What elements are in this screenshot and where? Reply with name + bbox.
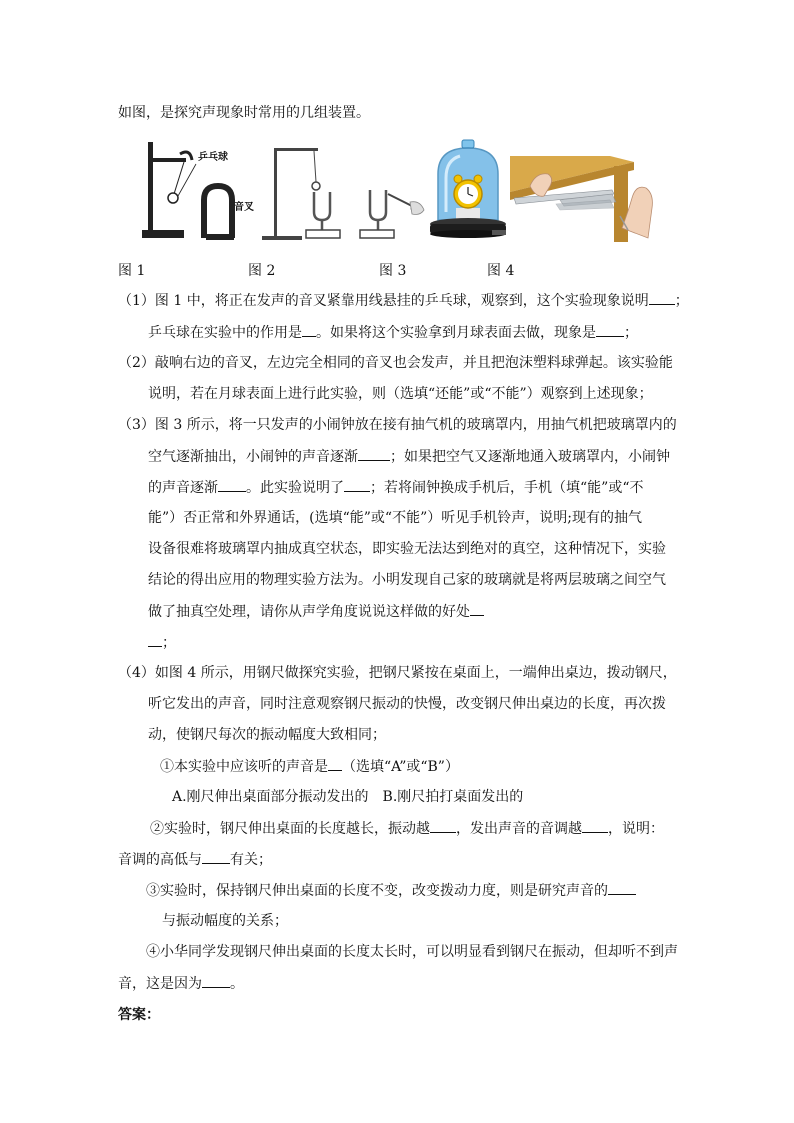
pingpong-label: 乒乓球 (198, 152, 228, 163)
q4-line2: 听它发出的声音，同时注意观察钢尺振动的快慢，改变钢尺伸出桌边的长度，再次拨 (148, 696, 666, 712)
answer-blank[interactable] (202, 973, 230, 988)
answer-blank[interactable] (596, 322, 624, 337)
answer-blank[interactable] (328, 756, 342, 771)
figure-3-bell-jar-alarm-clock (428, 138, 508, 240)
answer-blank[interactable] (430, 818, 456, 833)
q2-line1: （2）敲响右边的音叉，左边完全相同的音叉也会发声，并且把泡沫塑料球弹起。该实验能 (118, 355, 673, 371)
q3-line1: （3）图 3 所示，将一只发声的小闹钟放在接有抽气机的玻璃罩内，用抽气机把玻璃罩内的 (118, 417, 677, 433)
answer-blank[interactable] (344, 477, 370, 492)
answer-label: 答案： (118, 1007, 160, 1023)
intro-text: 如图，是探究声现象时常用的几组装置。 (118, 105, 370, 121)
q4-sub4-cont: 音，这是因为 。 (118, 973, 244, 994)
figure-1-caption: 图 1 (118, 263, 146, 279)
figure-4-steel-ruler-table (510, 156, 656, 242)
q3-line6: 结论的得出应用的物理实验方法为。小明发现自己家的玻璃就是将两层玻璃之间空气 (148, 572, 666, 588)
answer-blank[interactable] (218, 477, 246, 492)
q4-sub1: ①本实验中应该听的声音是 （选填“A”或“B”） (160, 756, 459, 777)
q4-sub3: ③实验时，保持钢尺伸出桌面的长度不变，改变拨动力度，则是研究声音的 (146, 880, 636, 901)
q3-line8: ； (148, 632, 176, 653)
q3-line2: 空气逐渐抽出，小闹钟的声音逐渐 ；如果把空气又逐渐地通入玻璃罩内，小闹钟 (148, 446, 670, 467)
figure-1-pingpong-tuning-fork (138, 138, 268, 242)
q1-line2: 乒乓球在实验中的作用是 。如果将这个实验拿到月球表面去做，现象是 ； (148, 322, 638, 343)
figure-3-caption: 图 3 (379, 263, 407, 279)
answer-blank[interactable] (148, 632, 162, 647)
figure-2-caption: 图 2 (248, 263, 276, 279)
answer-blank[interactable] (302, 322, 316, 337)
answer-blank[interactable] (358, 446, 390, 461)
answer-blank[interactable] (202, 849, 230, 864)
q4-options: A.刚尺伸出桌面部分振动发出的 B.刚尺拍打桌面发出的 (172, 789, 524, 805)
q4-line1: （4）如图 4 所示，用钢尺做探究实验，把钢尺紧按在桌面上，一端伸出桌边，拨动钢尺， (118, 665, 677, 681)
answer-blank[interactable] (582, 818, 608, 833)
q3-line7: 做了抽真空处理，请你从声学角度说说这样做的好处 (148, 601, 484, 622)
q3-line3: 的声音逐渐 。此实验说明了 ；若将闹钟换成手机后，手机（填“能”或“不 (148, 477, 643, 498)
figure-2-two-tuning-forks (258, 142, 428, 242)
answer-blank[interactable] (608, 880, 636, 895)
answer-blank[interactable] (649, 290, 675, 305)
q4-sub4: ④小华同学发现钢尺伸出桌面的长度太长时，可以明显看到钢尺在振动，但却听不到声 (146, 944, 678, 960)
q4-line3: 动，使钢尺每次的振动幅度大致相同； (148, 727, 386, 743)
figure-4-caption: 图 4 (487, 263, 515, 279)
q3-line4: 能”）否正常和外界通话，(选填“能”或“不能”）听见手机铃声，说明;现有的抽气 (148, 510, 642, 526)
q4-sub3-cont: 与振动幅度的关系； (162, 913, 288, 929)
q4-sub2: ②实验时，钢尺伸出桌面的长度越长，振动越 ，发出声音的音调越 ，说明： (150, 818, 664, 839)
q4-sub2-cont: 音调的高低与 有关； (118, 849, 272, 870)
q3-line5: 设备很难将玻璃罩内抽成真空状态，即实验无法达到绝对的真空，这种情况下，实验 (148, 541, 666, 557)
q1-line1: （1）图 1 中，将正在发声的音叉紧靠用线悬挂的乒乓球，观察到，这个实验现象说明 ； (118, 290, 689, 311)
answer-blank[interactable] (470, 601, 484, 616)
tuning-fork-label: 音叉 (234, 202, 254, 213)
q2-line2: 说明，若在月球表面上进行此实验，则（选填“还能”或“不能”）观察到上述现象； (148, 386, 653, 402)
